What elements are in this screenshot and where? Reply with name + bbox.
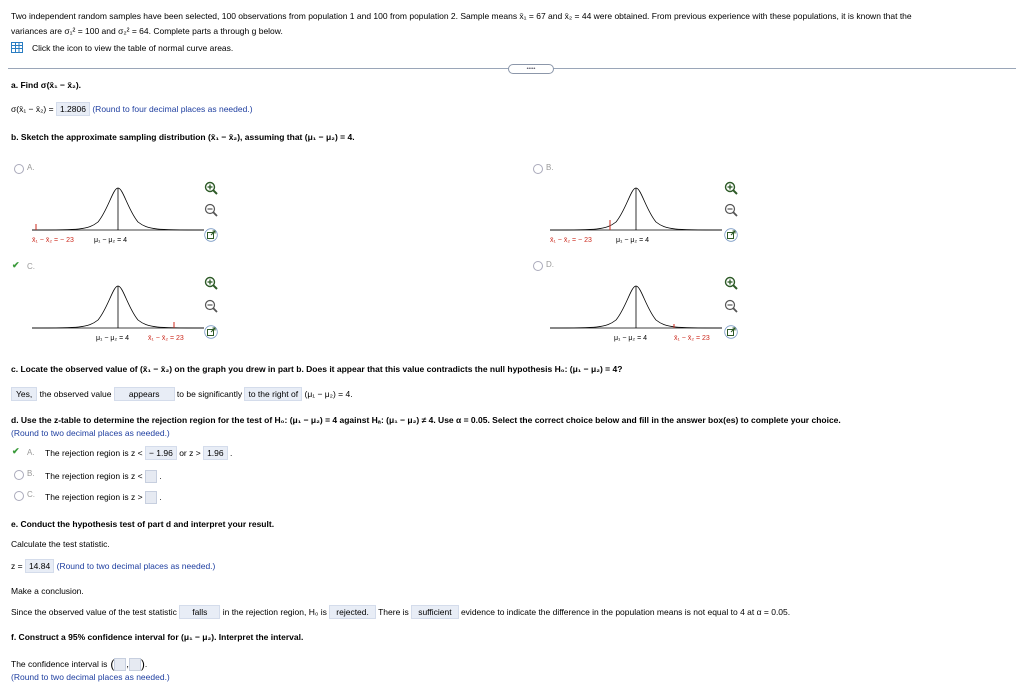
- option-c-check-icon: ✔: [12, 260, 20, 270]
- part-c-answer-yes[interactable]: Yes,: [11, 387, 37, 401]
- part-d-upper-critical[interactable]: 1.96: [203, 446, 228, 460]
- part-d-option-c-row: [45, 491, 162, 504]
- part-d-option-a-letter: A.: [27, 448, 35, 457]
- part-d-option-a-mid: or z >: [179, 448, 201, 458]
- table-icon[interactable]: [11, 42, 23, 53]
- part-d-option-b-end: .: [159, 470, 162, 481]
- option-c-obs-label: x̄₁ − x̄₂ = 23: [148, 335, 184, 342]
- part-f-ci-label: The confidence interval is: [11, 659, 108, 669]
- part-d-option-b-letter: B.: [27, 469, 35, 478]
- part-d-option-b-text: The rejection region is z <: [45, 470, 143, 481]
- part-d-option-c-letter: C.: [27, 490, 35, 499]
- option-b-zoom-in-icon[interactable]: [724, 181, 738, 195]
- option-b-zoom-out-icon[interactable]: [724, 203, 738, 217]
- option-b-obs-label: x̄₁ − x̄₂ = − 23: [550, 237, 592, 244]
- part-e-calc-label: Calculate the test statistic.: [11, 539, 110, 549]
- option-c-popout-icon[interactable]: [204, 325, 218, 339]
- part-d-option-a-check-icon: ✔: [12, 446, 20, 456]
- option-d-letter: D.: [546, 260, 554, 269]
- part-c-answer-direction[interactable]: to the right of: [244, 387, 302, 401]
- option-a-zoom-in-icon[interactable]: [204, 181, 218, 195]
- part-d-question: d. Use the z-table to determine the rejection region for the test of H₀: (μ₁ − μ₂) = 4 against Hₐ: (μ₁ − μ₂) ≠ 4. Use α = 0.05. Select the correct choice below and fill in the answer box(es) to complete your choice.: [11, 415, 841, 425]
- option-c-letter: C.: [27, 262, 35, 271]
- part-d-option-c-radio[interactable]: [14, 491, 24, 501]
- part-d-hint: (Round to two decimal places as needed.): [11, 428, 170, 438]
- ci-upper-input[interactable]: [129, 658, 141, 671]
- part-f-ci-row: The confidence interval is ( , ) .: [11, 657, 148, 671]
- part-a-answer-row: [11, 104, 253, 114]
- option-b-radio[interactable]: [533, 164, 543, 174]
- option-b-letter: B.: [546, 163, 554, 172]
- option-b-mu-label: μ₁ − μ₂ = 4: [616, 237, 649, 244]
- part-e-z-value[interactable]: 14.84: [25, 559, 54, 573]
- option-a-mu-label: μ₁ − μ₂ = 4: [94, 237, 127, 244]
- part-a-question: a. Find σ(x̄₁ − x̄₂).: [11, 80, 82, 90]
- part-d-option-c-text: The rejection region is z >: [45, 491, 143, 502]
- part-a-prefix: σ(x̄₁ − x̄₂) =: [11, 104, 54, 114]
- part-c-text-2: to be significantly: [176, 389, 243, 399]
- part-c-question: c. Locate the observed value of (x̄₁ − x̄₂) on the graph you drew in part b. Does it appear that this value contradicts the null hypothesis H₀: (μ₁ − μ₂) = 4?: [11, 364, 623, 374]
- option-d-obs-label: x̄₁ − x̄₂ = 23: [674, 335, 710, 342]
- part-e-text-1: Since the observed value of the test statistic: [11, 607, 177, 617]
- part-e-text-2: in the rejection region, H₀ is: [222, 607, 327, 617]
- part-d-option-c-end: .: [159, 491, 162, 502]
- option-d-radio[interactable]: [533, 261, 543, 271]
- part-d-option-a-end: .: [230, 448, 233, 458]
- part-d-option-a-text: The rejection region is z <: [45, 448, 143, 458]
- part-d-option-b-input[interactable]: [145, 470, 157, 483]
- option-d-zoom-in-icon[interactable]: [724, 276, 738, 290]
- option-a-graph: [28, 180, 208, 246]
- option-b-graph: [546, 180, 726, 246]
- part-e-question: e. Conduct the hypothesis test of part d and interpret your result.: [11, 519, 275, 529]
- option-c-zoom-out-icon[interactable]: [204, 299, 218, 313]
- divider-handle[interactable]: •••••: [508, 64, 554, 74]
- part-c-answer-row: [11, 389, 353, 399]
- intro-line-1: Two independent random samples have been selected, 100 observations from population 1 and 100 from population 2. Sample means x̄₁ = 67 and x̄₂ = 44 were obtained. From previous experience with these populations, it is known that the: [11, 11, 912, 21]
- part-e-conclusion-label: Make a conclusion.: [11, 586, 84, 596]
- part-e-answer-falls[interactable]: falls: [179, 605, 220, 619]
- option-d-zoom-out-icon[interactable]: [724, 299, 738, 313]
- part-d-option-c-input[interactable]: [145, 491, 157, 504]
- table-link-text[interactable]: Click the icon to view the table of normal curve areas.: [32, 42, 234, 53]
- part-e-text-4: evidence to indicate the difference in the population means is not equal to 4 at α = 0.05.: [460, 607, 791, 617]
- option-a-letter: A.: [27, 163, 35, 172]
- part-e-answer-sufficient[interactable]: sufficient: [411, 605, 458, 619]
- part-a-hint: (Round to four decimal places as needed.): [92, 104, 253, 114]
- table-link-row[interactable]: [11, 42, 233, 53]
- part-e-conclusion-row: [11, 607, 790, 617]
- option-b-popout-icon[interactable]: [724, 228, 738, 242]
- option-a-zoom-out-icon[interactable]: [204, 203, 218, 217]
- option-a-popout-icon[interactable]: [204, 228, 218, 242]
- intro-line-2: variances are σ₁² = 100 and σ₂² = 64. Complete parts a through g below.: [11, 26, 283, 36]
- part-d-option-b-row: [45, 470, 162, 483]
- part-d-option-a-row: [45, 448, 232, 458]
- option-d-mu-label: μ₁ − μ₂ = 4: [614, 335, 647, 342]
- part-f-hint: (Round to two decimal places as needed.): [11, 672, 170, 682]
- part-e-answer-rejected[interactable]: rejected.: [329, 605, 376, 619]
- part-c-answer-appears[interactable]: appears: [114, 387, 175, 401]
- option-a-obs-label: x̄₁ − x̄₂ = − 23: [32, 237, 74, 244]
- ci-open-paren: (: [110, 657, 115, 671]
- part-b-question: b. Sketch the approximate sampling distribution (x̄₁ − x̄₂), assuming that (μ₁ − μ₂) = 4.: [11, 132, 355, 142]
- part-c-text-3: (μ₁ − μ₂) = 4.: [304, 389, 353, 399]
- ci-close-paren: ): [140, 657, 145, 671]
- part-c-text-1: the observed value: [39, 389, 112, 399]
- part-a-answer[interactable]: 1.2806: [56, 102, 90, 116]
- part-e-z-prefix: z =: [11, 561, 23, 571]
- option-c-mu-label: μ₁ − μ₂ = 4: [96, 335, 129, 342]
- option-d-popout-icon[interactable]: [724, 325, 738, 339]
- part-d-lower-critical[interactable]: − 1.96: [145, 446, 177, 460]
- option-a-radio[interactable]: [14, 164, 24, 174]
- option-c-zoom-in-icon[interactable]: [204, 276, 218, 290]
- ci-lower-input[interactable]: [114, 658, 126, 671]
- option-d-graph: [546, 280, 726, 346]
- option-c-graph: [28, 280, 208, 346]
- part-e-text-3: There is: [378, 607, 409, 617]
- part-d-option-b-radio[interactable]: [14, 470, 24, 480]
- part-e-z-hint: (Round to two decimal places as needed.): [56, 561, 216, 571]
- part-e-z-row: [11, 561, 215, 571]
- part-f-question: f. Construct a 95% confidence interval for (μ₁ − μ₂). Interpret the interval.: [11, 632, 304, 642]
